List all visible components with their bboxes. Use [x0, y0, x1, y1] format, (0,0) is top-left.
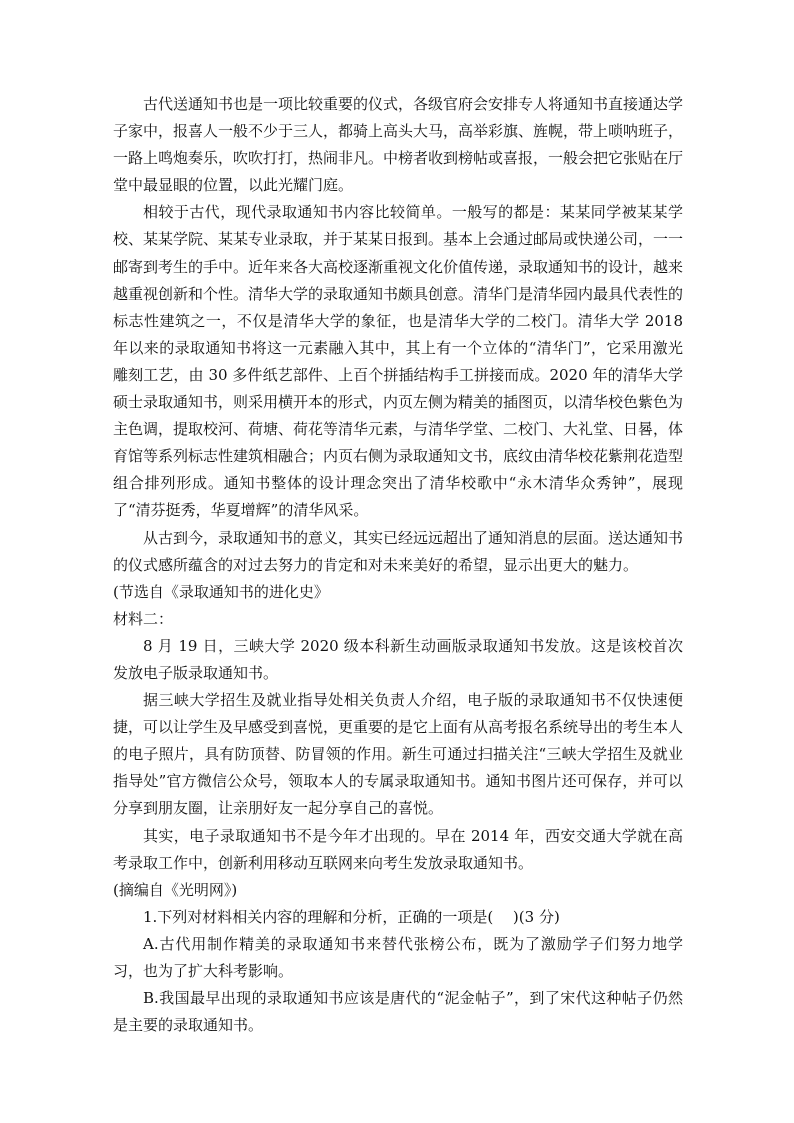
- source-note-1: (节选自《录取通知书的进化史》: [113, 582, 329, 601]
- source-note-2: (摘编自《光明网》): [113, 880, 238, 899]
- paragraph-significance: 从古到今，录取通知书的意义，其实已经远远超出了通知消息的层面。送达通知书的仪式感所蕴含的对过去努力的肯定和对未来美好的希望，显示出更大的魅力。: [113, 528, 684, 574]
- question-1: 1.下列对材料相关内容的理解和分析，正确的一项是( )(3 分): [143, 907, 560, 926]
- paragraph-modern-notices: 相较于古代，现代录取通知书内容比较简单。一般写的都是：某某同学被某某学校、某某学院、某某专业录取，并于某某日报到。基本上会通过邮局或快递公司，一一邮寄到考生的手中。近年来各大高校逐渐重视文化价值传递，录取通知书的设计，越来越重视创新和个性。清华大学的录取通知书颇具创意。清华门是清华园内最具代表性的标志性建筑之一，不仅是清华大学的象征，也是清华大学的二校门。清华大学 2018 年以来的录取通知书将这一元素融入其中，其上有一个立体的“清华门”，它采用激光雕刻工艺，由 30 多件纸艺部件、上百个拼插结构手工拼接而成。2020 年的清华大学硕士录取通知书，则采用横开本的形式，内页左侧为精美的插图页，以清华校色紫色为主色调，提取校河、荷塘、荷花等清华元素，与清华学堂、二校门、大礼堂、日晷，体育馆等系列标志性建筑相融合；内页右侧为录取通知文书，底纹由清华校花紫荆花造型组合排列形成。通知书整体的设计理念突出了清华校歌中“永木清华众秀钟”，展现了“清芬挺秀，华夏增辉”的清华风采。: [113, 203, 684, 520]
- question-1-option-a: A.古代用制作精美的录取通知书来替代张榜公布，既为了激励学子们努力地学习，也为了扩大科考影响。: [113, 934, 683, 980]
- question-1-option-b: B.我国最早出现的录取通知书应该是唐代的“泥金帖子”，到了宋代这种帖子仍然是主要的录取通知书。: [113, 989, 683, 1035]
- paragraph-ancient-delivery: 古代送通知书也是一项比较重要的仪式，各级官府会安排专人将通知书直接通达学子家中，报喜人一般不少于三人，都骑上高头大马，高举彩旗、旌幌，带上唢呐班子，一路上鸣炮奏乐，吹吹打打，热闹非凡。中榜者收到榜帖或喜报，一般会把它张贴在厅堂中最显眼的位置，以此光耀门庭。: [113, 95, 684, 195]
- paragraph-xjtu-2014: 其实，电子录取通知书不是今年才出现的。早在 2014 年，西安交通大学就在高考录取工作中，创新利用移动互联网来向考生发放录取通知书。: [113, 826, 683, 872]
- document-page: [113, 91, 683, 1039]
- paragraph-electronic-benefits: 据三峡大学招生及就业指导处相关负责人介绍，电子版的录取通知书不仅快速便捷，可以让学生及早感受到喜悦，更重要的是它上面有从高考报名系统导出的考生本人的电子照片，具有防顶替、防冒领的作用。新生可通过扫描关注“三峡大学招生及就业指导处”官方微信公众号，领取本人的专属录取通知书。通知书图片还可保存，并可以分享到朋友圈，让亲朋好友一起分享自己的喜悦。: [113, 691, 684, 818]
- paragraph-three-gorges-issue: 8 月 19 日，三峡大学 2020 级本科新生动画版录取通知书发放。这是该校首次发放电子版录取通知书。: [113, 636, 683, 682]
- section-heading-material-2: 材料二：: [113, 609, 174, 628]
